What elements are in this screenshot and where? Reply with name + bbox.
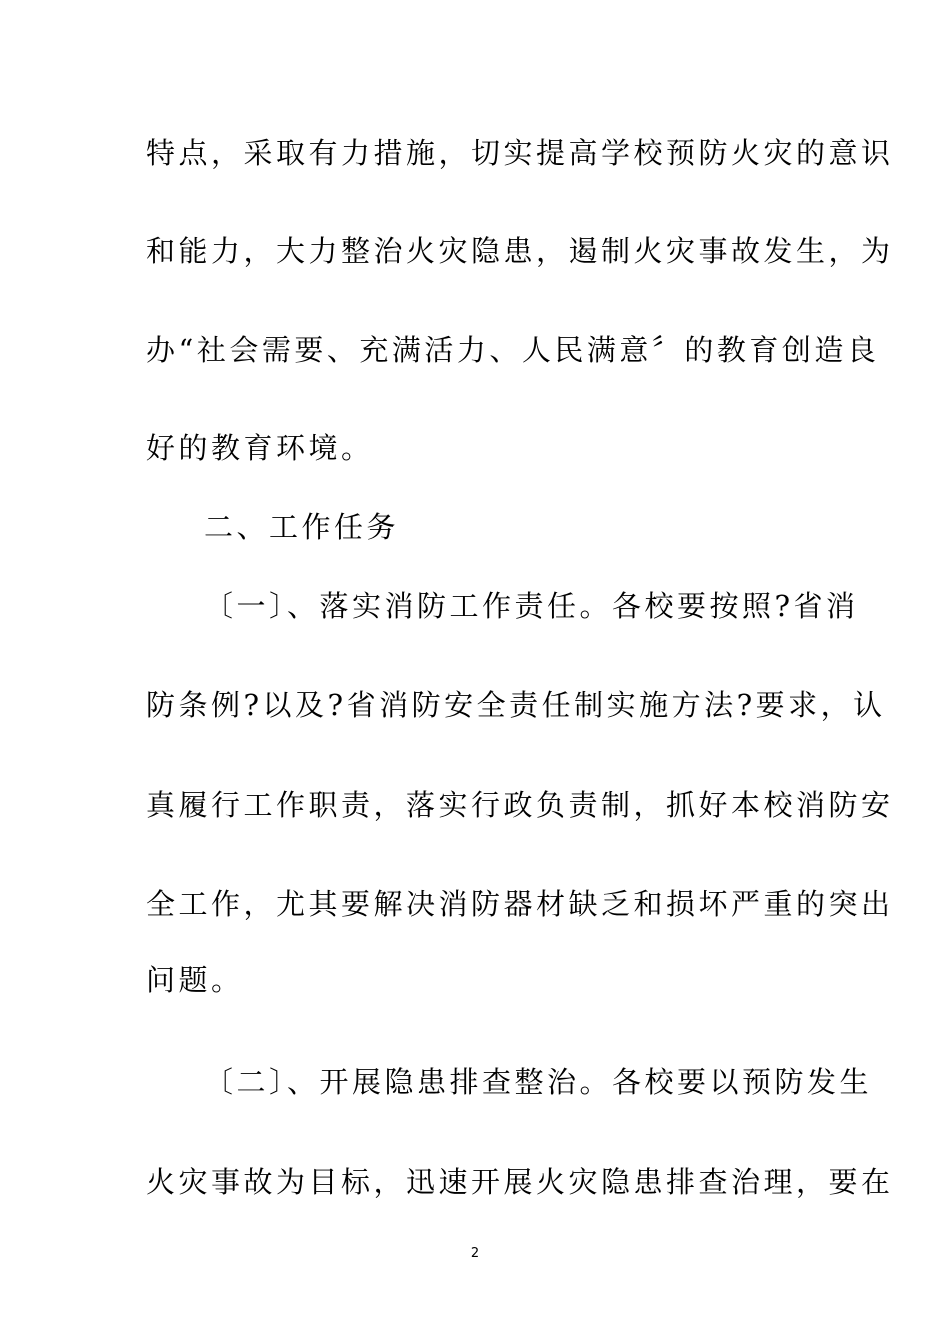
text-line: 防条例?以及?省消防安全责任制实施方法?要求，认 (146, 688, 886, 722)
text-line: 好的教育环境。 (146, 431, 374, 465)
text-line: 〔二〕、开展隐患排查整治。各校要以预防发生 (204, 1065, 873, 1099)
page-number: 2 (470, 1246, 480, 1261)
text-line: 全工作，尤其要解决消防器材缺乏和损坏严重的突出 (146, 887, 894, 921)
text-line: 办“社会需要、充满活力、人民满意〞的教育创造良 (146, 333, 880, 367)
text-line: 问题。 (146, 963, 244, 997)
text-line: 和能力，大力整治火灾隐患，遏制火灾事故发生，为 (146, 234, 894, 268)
text-line: 特点，采取有力措施，切实提高学校预防火灾的意识 (146, 136, 894, 170)
text-line: 〔一〕、落实消防工作责任。各校要按照?省消 (204, 589, 859, 623)
text-line: 真履行工作职责，落实行政负责制，抓好本校消防安 (146, 788, 894, 822)
section-heading: 二、工作任务 (204, 510, 400, 544)
text-line: 火灾事故为目标，迅速开展火灾隐患排查治理，要在 (146, 1165, 894, 1199)
